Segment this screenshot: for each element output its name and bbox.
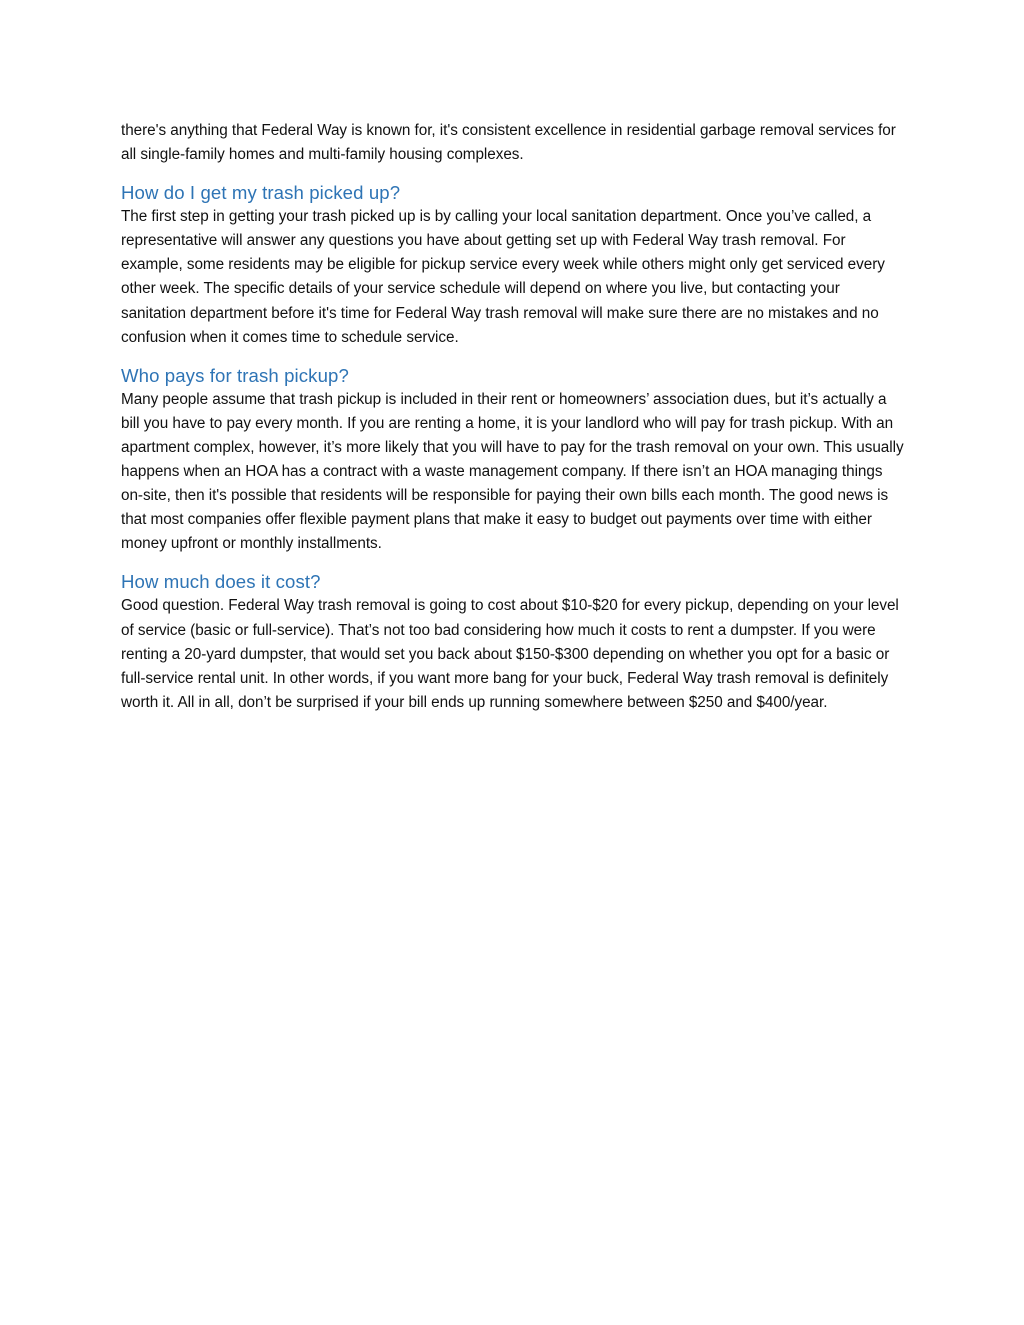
section-heading-cost: How much does it cost? — [121, 571, 321, 593]
section-body-pickup: The first step in getting your trash picked up is by calling your local sanitation department. Once you’ve called, a representative will answer any questions you have about getting set up with Federal Way trash removal. For example, some residents may be eligible for pickup service every week while others might only get serviced every other week. The specific details of your service schedule will depend on where you live, but contacting your sanitation department before it's time for Federal Way trash removal will make sure there are no mistakes and no confusion when it comes time to schedule service. — [121, 208, 885, 346]
section-body-who-pays: Many people assume that trash pickup is included in their rent or homeowners’ association dues, but it’s actually a bill you have to pay every month. If you are renting a home, it is your landlord who will pay for trash pickup. With an apartment complex, however, it’s more likely that you will have to pay for the trash removal on your own. This usually happens when an HOA has a contract with a waste management company. If there isn’t an HOA managing things on-site, then it's possible that residents will be responsible for paying their own bills each month. The good news is that most companies offer flexible payment plans that make it easy to budget out payments over time with either money upfront or monthly installments. — [121, 390, 904, 553]
section-heading-pickup: How do I get my trash picked up? — [121, 182, 401, 204]
document-page — [121, 119, 907, 715]
intro-paragraph: there's anything that Federal Way is known for, it's consistent excellence in residential garbage removal services for all single-family homes and multi-family housing complexes. — [121, 122, 896, 164]
section-body-cost: Good question. Federal Way trash removal is going to cost about $10-$20 for every pickup, depending on your level of service (basic or full-service). That’s not too bad considering how much it costs to rent a dumpster. If you were renting a 20-yard dumpster, that would set you back about $150-$300 depending on whether you opt for a basic or full-service rental unit. In other words, if you want more bang for your buck, Federal Way trash removal is definitely worth it. All in all, don’t be surprised if your bill ends up running somewhere between $250 and $400/year. — [121, 597, 899, 711]
section-heading-who-pays: Who pays for trash pickup? — [121, 364, 349, 386]
